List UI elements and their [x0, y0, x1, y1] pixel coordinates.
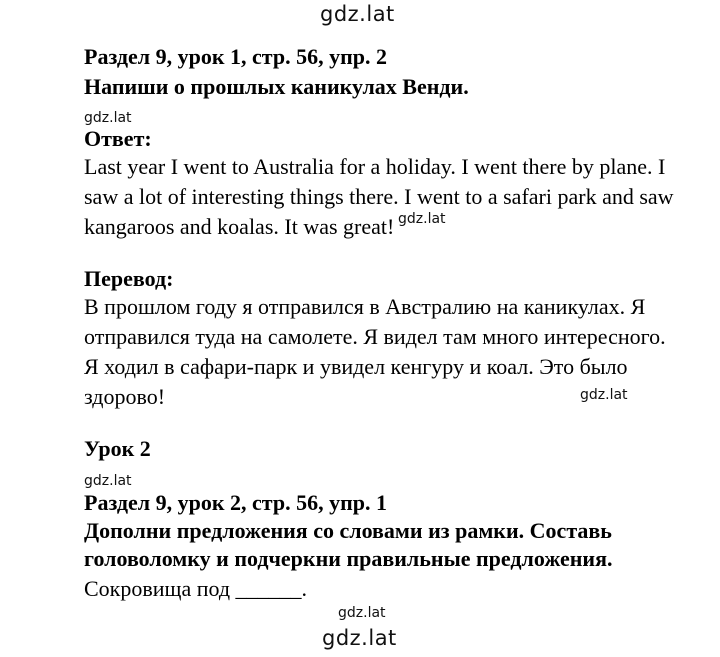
watermark-lesson2: gdz.lat [84, 473, 132, 489]
watermark-translation: gdz.lat [580, 387, 628, 403]
section1-task: Напиши о прошлых каникулах Венди. [84, 74, 469, 99]
watermark-top: gdz.lat [320, 2, 395, 26]
watermark-bottom-small: gdz.lat [338, 605, 386, 621]
answer-text: Last year I went to Australia for a holiday. I went there by plane. I saw a lot of interesting things there. I went to a safari park and saw kangaroos and koalas. It was great! [84, 154, 674, 239]
watermark-answer-inline: gdz.lat [398, 211, 446, 227]
lesson2-sentence: Сокровища под ______. [84, 576, 308, 601]
lesson2-task-line1: Дополни предложения со словами из рамки. Составь [84, 518, 612, 543]
answer-label: Ответ: [84, 126, 152, 151]
lesson2-task-line2: головоломку и подчеркни правильные предложения. [84, 546, 613, 571]
lesson2-header: Раздел 9, урок 2, стр. 56, упр. 1 [84, 490, 388, 515]
translation-text: В прошлом году я отправился в Австралию на каникулах. Я отправился туда на самолете. Я видел там много интересного. Я ходил в сафари-парк и увидел кенгуру и коал. Это было здорово! [84, 294, 666, 409]
translation-label: Перевод: [84, 266, 174, 291]
watermark-answer: gdz.lat [84, 110, 132, 126]
section1-header: Раздел 9, урок 1, стр. 56, упр. 2 [84, 44, 388, 69]
lesson2-title: Урок 2 [84, 436, 151, 461]
watermark-bottom: gdz.lat [322, 626, 397, 650]
